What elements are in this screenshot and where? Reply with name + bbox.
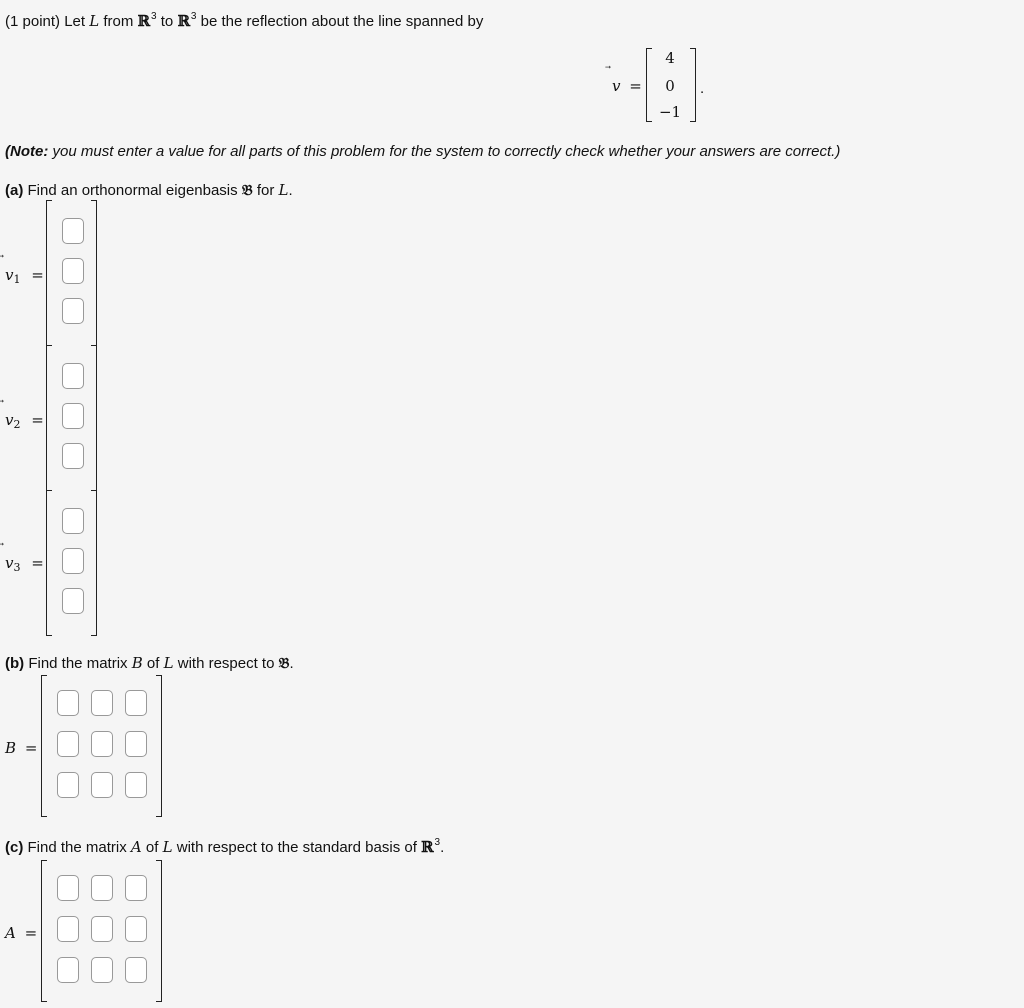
prompt-text: for bbox=[256, 182, 275, 199]
prompt-text: with respect to the standard basis of bbox=[176, 839, 417, 856]
matrix-A-right-bracket bbox=[156, 860, 162, 1002]
equals-sign: = bbox=[24, 924, 38, 942]
v1-entry-3-input[interactable] bbox=[62, 298, 84, 324]
matrix-B-left-bracket bbox=[41, 675, 47, 817]
prompt-text: with respect to bbox=[177, 655, 275, 672]
prompt-text: of bbox=[145, 839, 159, 856]
v2-entry-2-input[interactable] bbox=[62, 403, 84, 429]
v2-left-bracket bbox=[46, 345, 52, 491]
part-tag: (b) bbox=[5, 655, 25, 672]
v3-entry-3-input[interactable] bbox=[62, 588, 84, 614]
B-entry-3-2-input[interactable] bbox=[91, 772, 113, 798]
points-label: (1 point) bbox=[5, 13, 61, 30]
math-R: ℝ bbox=[177, 12, 190, 30]
statement-text: to bbox=[160, 13, 174, 30]
A-entry-3-3-input[interactable] bbox=[125, 957, 147, 983]
equals-sign: = bbox=[31, 411, 44, 429]
math-B: B bbox=[131, 654, 143, 672]
subscript: 3 bbox=[13, 561, 21, 574]
vector-name: v bbox=[5, 266, 14, 284]
prompt-text: Find an orthonormal eigenbasis bbox=[27, 182, 238, 199]
statement-text: Let bbox=[64, 13, 86, 30]
math-exponent: 3 bbox=[151, 11, 157, 22]
subscript: 2 bbox=[13, 418, 21, 431]
A-entry-2-2-input[interactable] bbox=[91, 916, 113, 942]
v1-right-bracket bbox=[91, 200, 97, 346]
A-entry-3-1-input[interactable] bbox=[57, 957, 79, 983]
note-text: you must enter a value for all parts of this problem for the system to correctly check whether your answers are correct.) bbox=[52, 143, 841, 160]
matrix-name: A bbox=[5, 924, 16, 942]
matrix-B-label bbox=[5, 739, 37, 757]
part-tag: (c) bbox=[5, 839, 24, 856]
subscript: 1 bbox=[13, 273, 21, 286]
matrix-name: B bbox=[5, 739, 17, 757]
vector-v2-label bbox=[5, 411, 44, 429]
vector-entry: 0 bbox=[665, 77, 675, 95]
v2-right-bracket bbox=[91, 345, 97, 491]
period: . bbox=[440, 839, 445, 856]
matrix-A-label bbox=[5, 924, 37, 942]
vector-v1-label bbox=[5, 266, 44, 284]
period: . bbox=[289, 655, 294, 672]
math-exponent: 3 bbox=[434, 837, 441, 848]
matrix-A-left-bracket bbox=[41, 860, 47, 1002]
B-entry-3-3-input[interactable] bbox=[125, 772, 147, 798]
v3-entry-1-input[interactable] bbox=[62, 508, 84, 534]
vector-entry: −1 bbox=[658, 103, 682, 121]
vector-name: v bbox=[5, 411, 14, 429]
period: . bbox=[288, 182, 293, 199]
B-entry-1-1-input[interactable] bbox=[57, 690, 79, 716]
part-b-prompt bbox=[5, 654, 294, 672]
vector-name: v bbox=[612, 77, 621, 95]
math-A: A bbox=[130, 838, 142, 856]
math-L: L bbox=[278, 181, 289, 199]
equals-sign: = bbox=[31, 554, 44, 572]
B-entry-1-3-input[interactable] bbox=[125, 690, 147, 716]
statement-text: from bbox=[103, 13, 134, 30]
basis-symbol: 𝔅 bbox=[241, 181, 253, 199]
v1-left-bracket bbox=[46, 200, 52, 346]
A-entry-2-1-input[interactable] bbox=[57, 916, 79, 942]
right-bracket bbox=[690, 48, 696, 122]
v2-entry-1-input[interactable] bbox=[62, 363, 84, 389]
A-entry-1-3-input[interactable] bbox=[125, 875, 147, 901]
A-entry-1-1-input[interactable] bbox=[57, 875, 79, 901]
vector-v-display bbox=[610, 40, 720, 125]
v3-right-bracket bbox=[91, 490, 97, 636]
matrix-B-right-bracket bbox=[156, 675, 162, 817]
note bbox=[5, 143, 840, 160]
v3-left-bracket bbox=[46, 490, 52, 636]
period: . bbox=[700, 80, 705, 97]
equals-sign: = bbox=[31, 266, 44, 284]
equals-sign: = bbox=[629, 77, 642, 95]
math-R: ℝ bbox=[421, 838, 434, 856]
B-entry-2-2-input[interactable] bbox=[91, 731, 113, 757]
prompt-text: Find the matrix bbox=[27, 839, 127, 856]
part-c-prompt bbox=[5, 838, 444, 856]
vector-name: v bbox=[5, 554, 14, 572]
v1-entry-1-input[interactable] bbox=[62, 218, 84, 244]
A-entry-3-2-input[interactable] bbox=[91, 957, 113, 983]
A-entry-2-3-input[interactable] bbox=[125, 916, 147, 942]
vector-v3-label bbox=[5, 554, 44, 572]
prompt-text: Find the matrix bbox=[28, 655, 128, 672]
B-entry-2-3-input[interactable] bbox=[125, 731, 147, 757]
part-a-prompt bbox=[5, 181, 293, 199]
B-entry-2-1-input[interactable] bbox=[57, 731, 79, 757]
B-entry-3-1-input[interactable] bbox=[57, 772, 79, 798]
vector-entry: 4 bbox=[665, 49, 675, 67]
v3-entry-2-input[interactable] bbox=[62, 548, 84, 574]
math-R: ℝ bbox=[137, 12, 151, 30]
part-tag: (a) bbox=[5, 182, 24, 199]
math-L: L bbox=[163, 654, 174, 672]
note-label: (Note: bbox=[5, 143, 49, 160]
v1-entry-2-input[interactable] bbox=[62, 258, 84, 284]
basis-symbol: 𝔅 bbox=[278, 654, 290, 672]
equals-sign: = bbox=[24, 739, 38, 757]
B-entry-1-2-input[interactable] bbox=[91, 690, 113, 716]
problem-statement bbox=[5, 12, 483, 30]
statement-text: be the reflection about the line spanned by bbox=[200, 13, 484, 30]
vector-v-label bbox=[612, 77, 642, 95]
math-L: L bbox=[162, 838, 173, 856]
v2-entry-3-input[interactable] bbox=[62, 443, 84, 469]
math-L: L bbox=[89, 12, 100, 30]
A-entry-1-2-input[interactable] bbox=[91, 875, 113, 901]
prompt-text: of bbox=[146, 655, 160, 672]
math-exponent: 3 bbox=[190, 11, 197, 22]
